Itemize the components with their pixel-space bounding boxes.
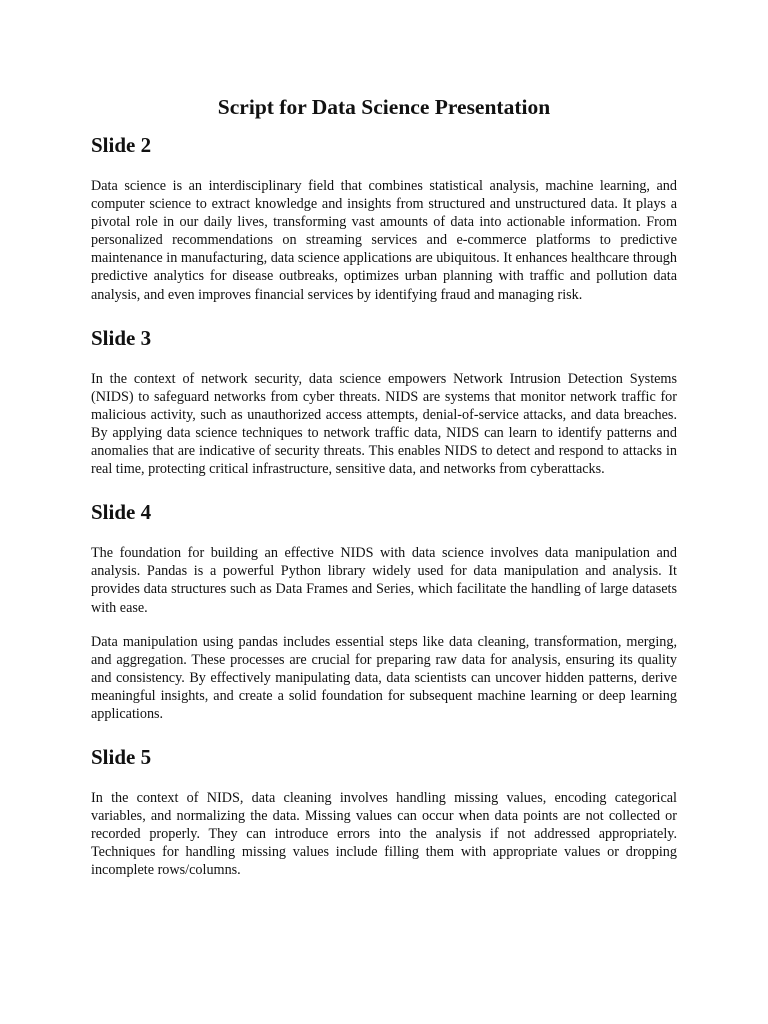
section-slide-5 xyxy=(91,744,677,879)
slide-heading: Slide 4 xyxy=(91,500,152,525)
paragraph: Data science is an interdisciplinary field that combines statistical analysis, machine learning, and computer science to extract knowledge and insights from structured and unstructured data. It plays a pivotal role in our daily lives, transforming vast amounts of data into actionable information. From personalized recommendations on streaming services and e-commerce platforms to predictive maintenance in manufacturing, data science applications are ubiquitous. It enhances healthcare through predictive analytics for disease outbreaks, optimizes urban planning with traffic and pollution data analysis, and even improves financial services by identifying fraud and managing risk. xyxy=(91,178,677,303)
document-page xyxy=(91,94,677,880)
section-slide-3 xyxy=(91,325,677,479)
document-title: Script for Data Science Presentation xyxy=(217,95,551,119)
paragraph: The foundation for building an effective NIDS with data science involves data manipulation and analysis. Pandas is a powerful Python library widely used for data manipulation and analysis. It provides data structures such as Data Frames and Series, which facilitate the handling of large datasets with ease. xyxy=(91,545,677,616)
slide-heading: Slide 2 xyxy=(91,133,152,157)
paragraph: Data manipulation using pandas includes essential steps like data cleaning, transformation, merging, and aggregation. These processes are crucial for preparing raw data for analysis, ensuring its quality and consistency. By effectively manipulating data, data scientists can uncover hidden patterns, derive meaningful insights, and create a solid foundation for subsequent machine learning or deep learning applications. xyxy=(91,633,677,722)
paragraph: In the context of NIDS, data cleaning involves handling missing values, encoding categorical variables, and normalizing the data. Missing values can occur when data points are not collected or recorded properly. They can introduce errors into the analysis if not addressed appropriately. Techniques for handling missing values include filling them with appropriate values or dropping incomplete rows/columns. xyxy=(91,790,677,879)
paragraph: In the context of network security, data science empowers Network Intrusion Detection Systems (NIDS) to safeguard networks from cyber threats. NIDS are systems that monitor network traffic for malicious activity, such as unauthorized access attempts, denial-of-service attacks, and data breaches. By applying data science techniques to network traffic data, NIDS can learn to identify patterns and anomalies that are indicative of security threats. This enables NIDS to detect and respond to attacks in real time, protecting critical infrastructure, sensitive data, and networks from cyberattacks. xyxy=(91,370,677,478)
section-slide-2 xyxy=(91,132,677,304)
slide-heading: Slide 5 xyxy=(91,745,152,770)
section-slide-4 xyxy=(91,499,677,723)
slide-heading: Slide 3 xyxy=(91,325,152,350)
